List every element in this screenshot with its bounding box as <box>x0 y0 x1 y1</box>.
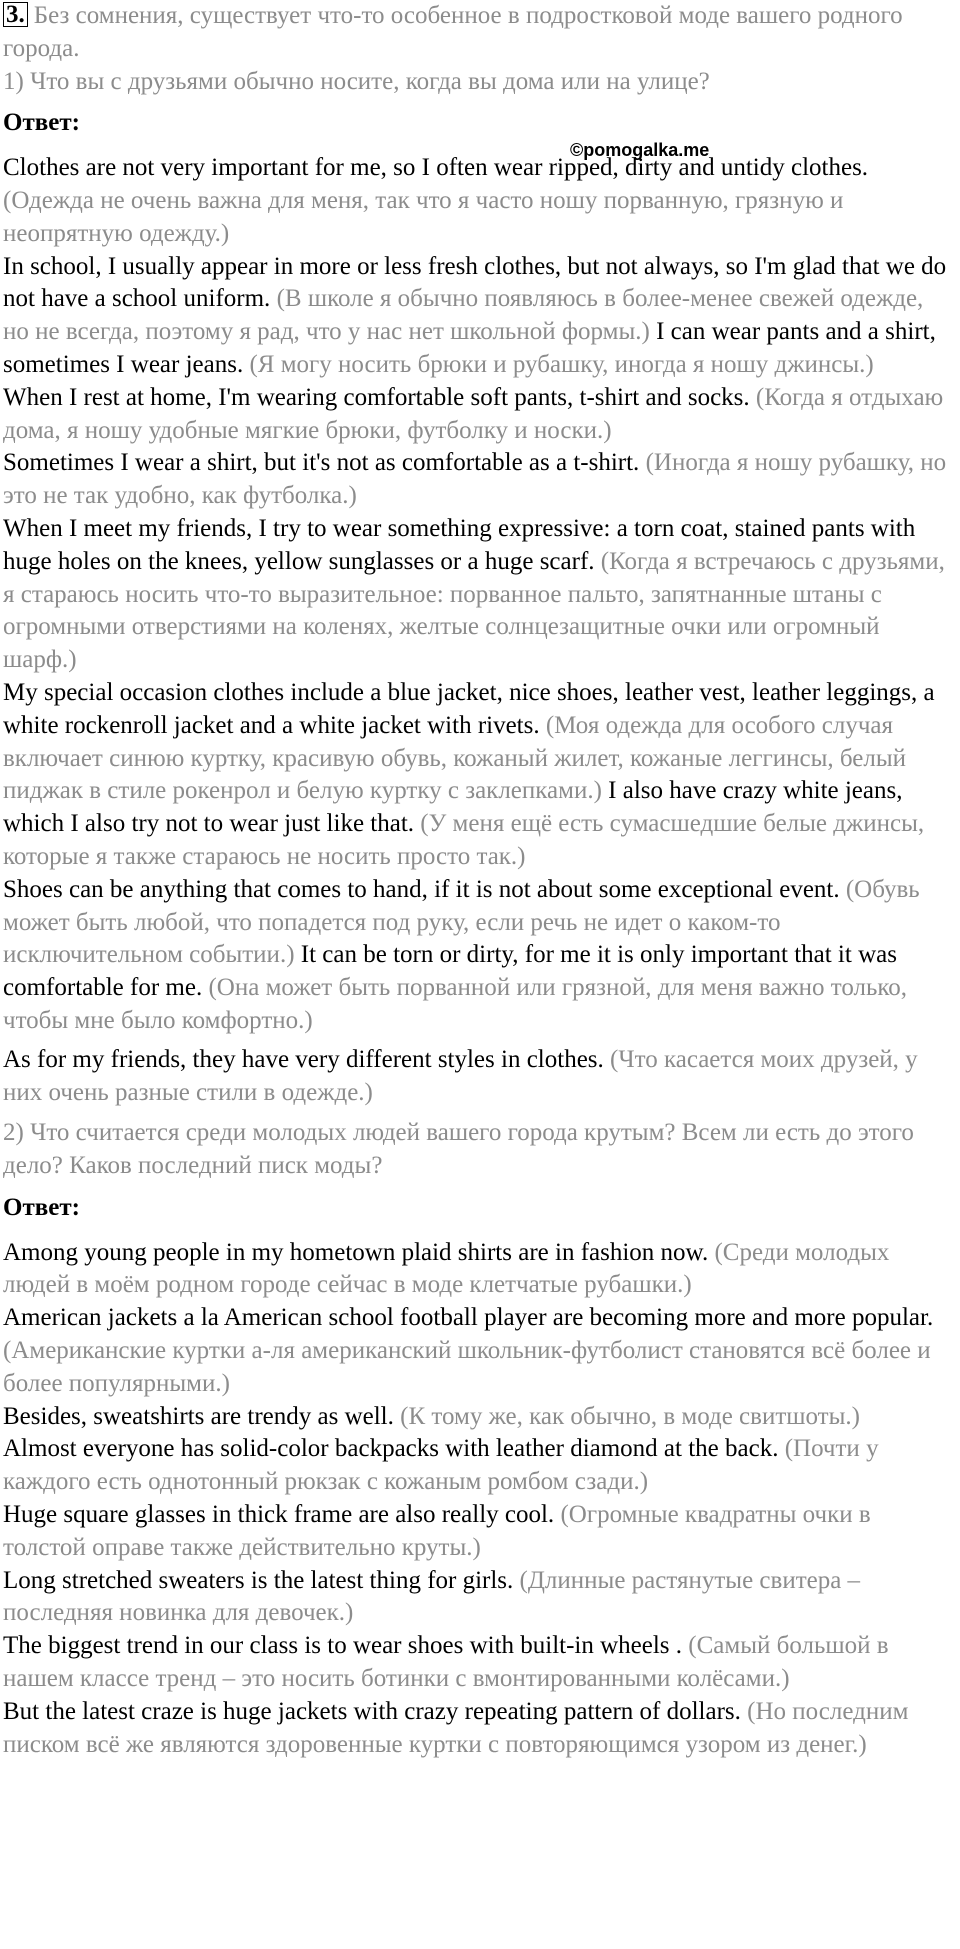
answer-paragraph <box>3 1696 952 1762</box>
answer-paragraph <box>3 152 952 250</box>
answer-paragraph <box>3 677 952 874</box>
question-2: 2) Что считается среди молодых людей вашего города крутым? Всем ли есть до этого дело? Каков последний писк моды? <box>3 1119 914 1180</box>
russian-translation: (Когда я отдыхаю дома, я ношу удобные мягкие брюки, футболку и носки.) <box>3 383 944 444</box>
answer-sections <box>3 66 952 1762</box>
task-intro <box>3 0 952 66</box>
english-sentence: Among young people in my hometown plaid shirts are in fashion now. <box>3 1238 709 1266</box>
english-sentence: But the latest craze is huge jackets with crazy repeating pattern of dollars. <box>3 1697 741 1725</box>
russian-translation: (Среди молодых людей в моём родном городе сейчас в моде клетчатые рубашки.) <box>3 1238 890 1299</box>
answer-paragraph <box>3 874 952 1038</box>
russian-translation: (Но последним писком всё же являются здоровенные куртки с повторяющимся узором из денег.) <box>3 1697 909 1758</box>
english-sentence: Sometimes I wear a shirt, but it's not as comfortable as a t-shirt. <box>3 449 640 477</box>
answer-paragraph <box>3 447 952 513</box>
russian-translation: (Американские куртки а-ля американский школьник-футболист становятся всё более и более популярными.) <box>3 1337 931 1397</box>
english-sentence: Besides, sweatshirts are trendy as well. <box>3 1402 394 1430</box>
answer-paragraph <box>3 1565 952 1631</box>
english-sentence: The biggest trend in our class is to wear shoes with built-in wheels . <box>3 1632 683 1660</box>
english-sentence: When I rest at home, I'm wearing comfortable soft pants, t-shirt and socks. <box>3 383 750 411</box>
english-sentence: Almost everyone has solid-color backpacks with leather diamond at the back. <box>3 1435 779 1463</box>
english-sentence: Long stretched sweaters is the latest thing for girls. <box>3 1566 514 1594</box>
russian-translation: (К тому же, как обычно, в моде свитшоты.) <box>400 1402 860 1430</box>
russian-translation: (Самый большой в нашем классе тренд – это носить ботинки с вмонтированными колёсами.) <box>3 1632 889 1693</box>
english-sentence: Huge square glasses in thick frame are also really cool. <box>3 1501 555 1529</box>
answer-paragraph <box>3 1499 952 1565</box>
english-sentence: In school, I usually appear in more or less fresh clothes, but not always, so I'm glad that we do not have a school uniform. <box>3 252 947 313</box>
task-number: 3. <box>3 2 28 27</box>
russian-translation: (У меня ещё есть сумасшедшие белые джинсы, которые я также стараюсь не носить просто так.) <box>3 810 925 870</box>
section-gap <box>3 1109 952 1117</box>
answer-paragraph <box>3 1044 952 1110</box>
english-sentence: When I meet my friends, I try to wear something expressive: a torn coat, stained pants with huge holes on the knees, yellow sunglasses or a huge scarf. <box>3 514 916 575</box>
russian-translation: (Моя одежда для особого случая включает синюю куртку, красивую обувь, кожаный жилет, кожаные леггинсы, белый пиджак в стиле рокенрол и белую куртку с заклепками.) <box>3 711 907 805</box>
answer-paragraph <box>3 1433 952 1499</box>
russian-translation: (Почти у каждого есть однотонный рюкзак с кожаным ромбом сзади.) <box>3 1435 879 1496</box>
english-sentence: Clothes are not very important for me, so I often wear ripped, dirty and untidy clothes. <box>3 154 869 182</box>
english-sentence: American jackets a la American school football player are becoming more and more popular. <box>3 1304 934 1332</box>
answer-paragraph <box>3 382 952 448</box>
answer-paragraph <box>3 1401 952 1434</box>
english-sentence: I can wear pants and a shirt, sometimes I wear jeans. <box>3 318 936 378</box>
answer-paragraph <box>3 1630 952 1696</box>
answer-paragraph <box>3 513 952 677</box>
english-sentence: It can be torn or dirty, for me it is only important that it was comfortable for me. <box>3 941 897 1002</box>
russian-translation: (Что касается моих друзей, у них очень разные стили в одежде.) <box>3 1045 918 1106</box>
watermark: ©pomogalka.me <box>570 140 710 160</box>
question-1: 1) Что вы с друзьями обычно носите, когда вы дома или на улице? <box>3 67 710 95</box>
answer-label: Ответ: <box>3 1193 80 1221</box>
russian-translation: (Иногда я ношу рубашку, но это не так удобно, как футболка.) <box>3 449 947 510</box>
english-sentence: As for my friends, they have very different styles in clothes. <box>3 1045 604 1073</box>
russian-translation: (Одежда не очень важна для меня, так что я часто ношу порванную, грязную и неопрятную одежду.) <box>3 186 844 247</box>
english-sentence: Shoes can be anything that comes to hand, if it is not about some exceptional event. <box>3 875 840 903</box>
russian-translation: (Огромные квадратны очки в толстой оправе также действительно круты.) <box>3 1501 871 1561</box>
russian-translation: (Она может быть порванной или грязной, для меня важно только, чтобы мне было комфортно.) <box>3 974 908 1034</box>
english-sentence: I also have crazy white jeans, which I also try not to wear just like that. <box>3 777 903 838</box>
answer-paragraph <box>3 1302 952 1400</box>
answer-label: Ответ: <box>3 109 80 137</box>
russian-translation: (Обувь может быть любой, что попадется под руку, если речь не идет о каком-то исключительном событии.) <box>3 875 920 969</box>
english-sentence: My special occasion clothes include a blue jacket, nice shoes, leather vest, leather leggings, a white rockenroll jacket and a white jacket with rivets. <box>3 678 935 739</box>
russian-translation: (Длинные растянутые свитера – последняя новинка для девочек.) <box>3 1566 861 1627</box>
answer-paragraph <box>3 251 952 382</box>
answer-paragraph <box>3 1237 952 1303</box>
task-intro-text: Без сомнения, существует что-то особенное в подростковой моде вашего родного города. <box>3 2 903 62</box>
russian-translation: (В школе я обычно появляюсь в более-менее свежей одежде, но не всегда, поэтому я рад, что у нас нет школьной формы.) <box>3 285 924 346</box>
russian-translation: (Я могу носить брюки и рубашку, иногда я ношу джинсы.) <box>249 350 874 378</box>
russian-translation: (Когда я встречаюсь с друзьями, я стараюсь носить что-то выразительное: порванное пальто, запятнанные штаны с огромными отверстиями на коленях, желтые солнцезащитные очки или огромный шарф.) <box>3 547 945 674</box>
